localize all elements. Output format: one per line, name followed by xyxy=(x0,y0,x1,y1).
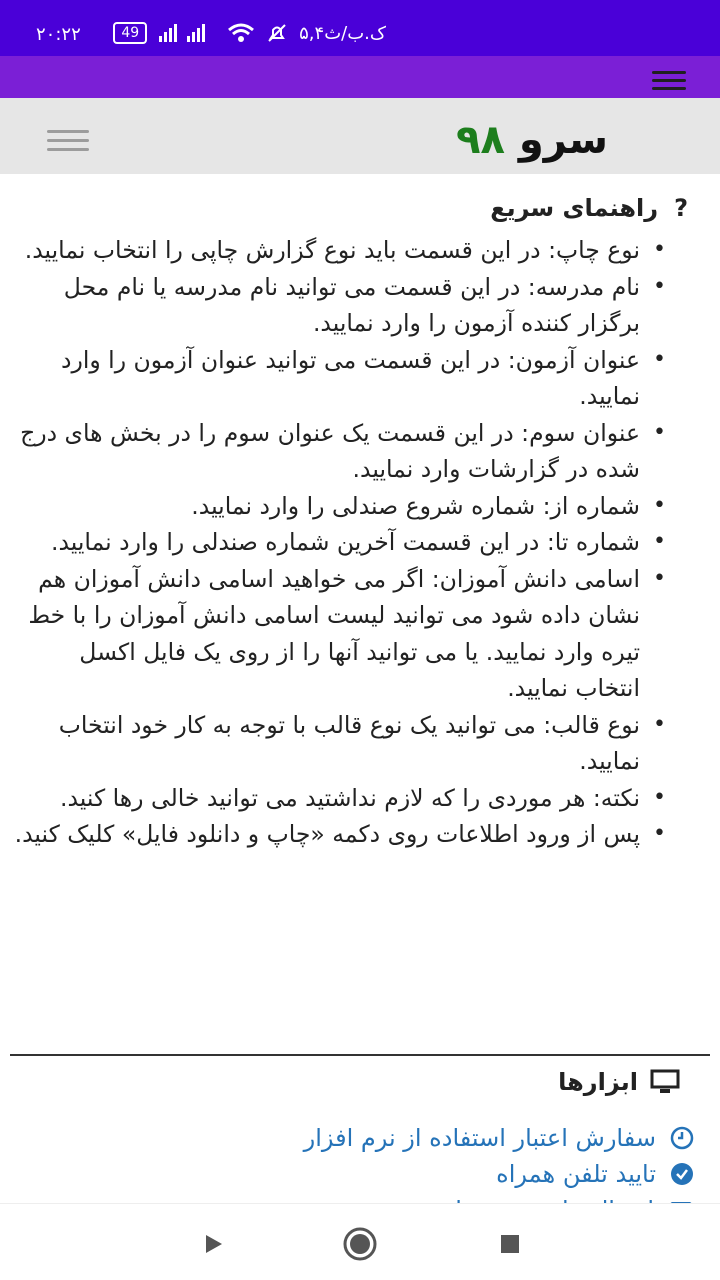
question-icon: ? xyxy=(674,194,688,222)
hamburger-menu-icon[interactable] xyxy=(652,66,686,88)
list-item: • نوع چاپ: در این قسمت باید نوع گزارش چاپی را انتخاب نمایید. xyxy=(10,232,640,269)
section-divider xyxy=(10,1054,710,1056)
status-icons xyxy=(113,22,386,44)
clock-icon xyxy=(670,1126,694,1150)
tools-title: ابزارها xyxy=(558,1068,638,1096)
square-icon xyxy=(499,1233,521,1255)
list-item: • عنوان سوم: در این قسمت یک عنوان سوم را در بخش های درج شده در گزارشات وارد نمایید. xyxy=(10,415,640,488)
tool-link-order-credit[interactable] xyxy=(304,1120,694,1156)
status-bar xyxy=(0,0,720,56)
header-menu-icon[interactable] xyxy=(47,124,89,148)
help-heading xyxy=(490,194,688,222)
status-time: ۲۰:۲۲ xyxy=(36,24,81,45)
list-item: • نکته: هر موردی را که لازم نداشتید می توانید خالی رها کنید. xyxy=(10,780,640,817)
list-item: • شماره تا: در این قسمت آخرین شماره صندلی را وارد نمایید. xyxy=(10,524,640,561)
logo-number: ۹۸ xyxy=(456,117,505,163)
mute-bell-icon xyxy=(267,23,287,43)
tool-link-verify-phone[interactable] xyxy=(304,1156,694,1192)
tool-link-label: تایید تلفن همراه xyxy=(496,1160,656,1188)
tools-heading xyxy=(558,1068,680,1096)
site-header xyxy=(0,98,720,174)
list-item: • نوع قالب: می توانید یک نوع قالب با توجه به کار خود انتخاب نمایید. xyxy=(10,707,640,780)
check-circle-icon xyxy=(670,1162,694,1186)
home-button[interactable] xyxy=(340,1224,380,1264)
network-speed: ۵,۴ک.ب/ث xyxy=(299,22,386,44)
signal-icon xyxy=(159,24,215,42)
play-back-icon xyxy=(202,1233,224,1255)
list-item: • نام مدرسه: در این قسمت می توانید نام مدرسه یا نام محل برگزار کننده آزمون را وارد نمایید. xyxy=(10,269,640,342)
main-content xyxy=(0,174,720,1204)
wifi-icon xyxy=(227,23,255,43)
list-item: • عنوان آزمون: در این قسمت می توانید عنوان آزمون را وارد نمایید. xyxy=(10,342,640,415)
logo-text: سرو xyxy=(518,117,608,163)
tool-link-label: سفارش اعتبار استفاده از نرم افزار xyxy=(303,1124,656,1152)
monitor-icon xyxy=(650,1069,680,1095)
site-logo[interactable] xyxy=(456,117,608,163)
system-nav-bar xyxy=(0,1203,720,1280)
help-list xyxy=(10,232,640,853)
list-item: • شماره از: شماره شروع صندلی را وارد نمایید. xyxy=(10,488,640,525)
recents-button[interactable] xyxy=(490,1224,530,1264)
back-button[interactable] xyxy=(193,1224,233,1264)
app-bar xyxy=(0,56,720,98)
battery-icon: 49 xyxy=(113,22,147,44)
home-circle-icon xyxy=(343,1227,377,1261)
help-title: راهنمای سریع xyxy=(490,194,659,222)
list-item: • اسامی دانش آموزان: اگر می خواهید اسامی دانش آموزان هم نشان داده شود می توانید لیست اسامی دانش آموزان را با خط تیره وارد نمایید. یا می توانید آنها را از روی یک فایل اکسل انتخاب نمایید. xyxy=(10,561,640,707)
list-item: • پس از ورود اطلاعات روی دکمه «چاپ و دانلود فایل» کلیک کنید. xyxy=(10,816,640,853)
